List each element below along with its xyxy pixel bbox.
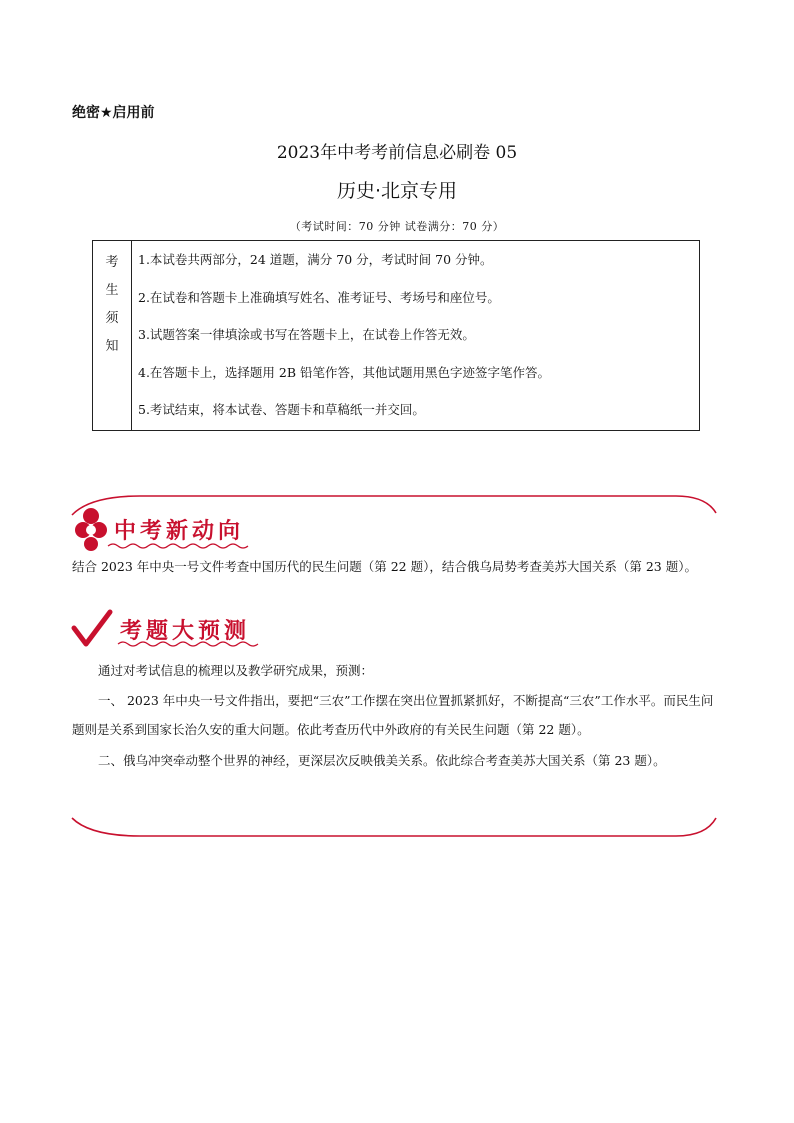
- exam-info: （考试时间：70 分钟 试卷满分：70 分）: [289, 220, 505, 233]
- exam-title: 2023年中考考前信息必刷卷 05: [276, 143, 518, 163]
- notice-item: 4.在答题卡上，选择题用 2B 铅笔作答，其他试题用黑色字迹签字笔作答。: [138, 364, 551, 380]
- notice-label-char: 知: [105, 339, 119, 354]
- notice-label-char: 考: [105, 255, 119, 270]
- trend-text: 结合 2023 年中央一号文件考查中国历代的民生问题（第 22 题），结合俄乌局势考查美苏大国关系（第 23 题）。: [72, 559, 697, 574]
- forecast-intro: 通过对考试信息的梳理以及教学研究成果，预测：: [98, 663, 374, 678]
- checkmark-icon: [74, 612, 110, 644]
- notice-label-char: 生: [105, 283, 119, 298]
- notice-item: 3.试题答案一律填涂或书写在答题卡上，在试卷上作答无效。: [138, 327, 475, 343]
- notice-label-char: 须: [105, 311, 119, 326]
- notice-item: 2.在试卷和答题卡上准确填写姓名、准考证号、考场号和座位号。: [138, 289, 500, 305]
- confidential-label: 绝密★启用前: [72, 105, 155, 121]
- notice-item: 5.考试结束，将本试卷、答题卡和草稿纸一并交回。: [138, 402, 425, 418]
- forecast-point-1: 一、 2023 年中央一号文件指出，要把“三农”工作摆在突出位置抓紧抓好，不断提高“三农”工作水平。而民生问题则是关系到国家长治久安的重大问题。依此考查历代中外政府的有关民生问题（第 22 题）。: [72, 693, 714, 737]
- red-clover-icon: [75, 508, 107, 551]
- notice-item: 1.本试卷共两部分，24 道题，满分 70 分，考试时间 70 分钟。: [138, 252, 493, 267]
- exam-subtitle: 历史·北京专用: [336, 180, 458, 202]
- forecast-point-2: 二、俄乌冲突牵动整个世界的神经，更深层次反映俄美关系。依此综合考查美苏大国关系（第 23 题）。: [98, 753, 666, 768]
- trend-heading: 中考新动向: [114, 519, 245, 544]
- forecast-heading: 考题大预测: [120, 619, 251, 644]
